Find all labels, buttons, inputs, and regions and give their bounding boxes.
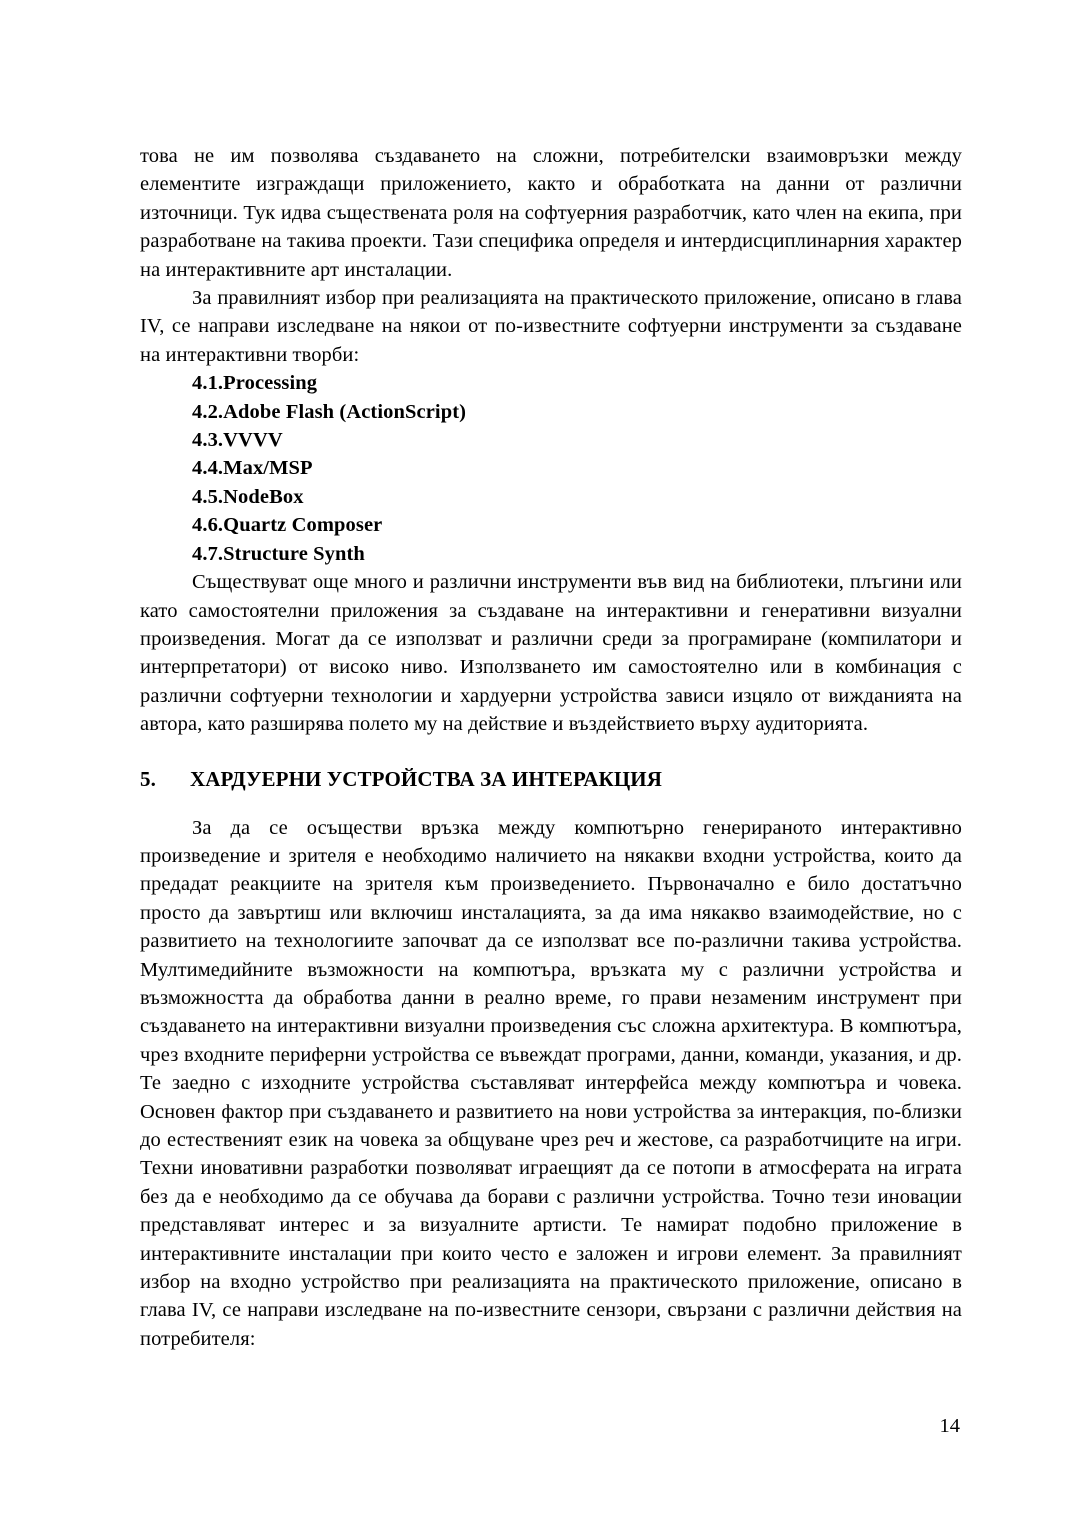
software-tools-list bbox=[140, 369, 962, 568]
section-title: ХАРДУЕРНИ УСТРОЙСТВА ЗА ИНТЕРАКЦИЯ bbox=[190, 766, 662, 791]
paragraph-hardware-interaction: За да се осъществи връзка между компютърно генерираното интерактивно произведение и зрителя е необходимо наличието на някакви входни устройства, които да предадат реакциите на зрителя към произведението. Първоначално е било достатъчно просто да завъртиш или включиш инсталацията, за да има някакво взаимодействие, но с развитието на технологиите започват да се използват все по-различни такива устройства. Мултимедийните възможности на компютъра, връзката му с различни устройства и възможността да обработва данни в реално време, го прави незаменим инструмент при създаването на интерактивни визуални произведения със сложна архитектура. В компютъра, чрез входните периферни устройства се въвеждат програми, данни, команди, указания, и др. Те заедно с изходните устройства съставляват интерфейса между компютъра и човека. Основен фактор при създаването и развитието на нови устройства за интеракция, по-близки до естественият език на човека за общуване чрез реч и жестове, са разработчиците на игри. Техни иновативни разработки позволяват играещият да се потопи в атмосферата на играта без да е необходимо да се обучава да борави с различни устройства. Точно тези иновации представляват интерес и за визуалните артисти. Те намират подобно приложение в интерактивните инсталации при които често е заложен и игрови елемент. За правилният избор на входно устройство при реализацията на практическото приложение, описано в глава IV, се направи изследване на по-известните сензори, свързани с различни действия на потребителя: bbox=[140, 816, 962, 1350]
list-item-structure-synth: 4.7.Structure Synth bbox=[192, 542, 365, 565]
section-heading bbox=[140, 765, 962, 793]
paragraph-continuation: това не им позволява създаването на сложни, потребителски взаимовръзки между елементите изграждащи приложението, както и обработката на данни от различни източници. Тук идва съществената роля на софтуерния разработчик, като член на екипа, при разработване на такива проекти. Тази специфика определя и интердисциплинарния характер на интерактивните арт инсталации. bbox=[140, 145, 962, 281]
paragraph-tools-intro: За правилният избор при реализацията на практическото приложение, описано в глава IV, се направи изследване на някои от по-известните софтуерни инструменти за създаване на интерактивни творби: bbox=[140, 287, 962, 366]
list-item-quartz-composer: 4.6.Quartz Composer bbox=[192, 514, 383, 537]
list-item-nodebox: 4.5.NodeBox bbox=[192, 485, 304, 508]
list-item-max-msp: 4.4.Max/MSP bbox=[192, 457, 313, 480]
paragraph-other-tools: Съществуват още много и различни инструменти във вид на библиотеки, плъгини или като самостоятелни приложения за създаване на интерактивни и генеративни визуални произведения. Могат да се използват и различни среди за програмиране (компилатори и интерпретатори) от високо ниво. Използването им самостоятелно или в комбинация с различни софтуерни технологии и хардуерни устройства зависи изцяло от вижданията на автора, като разширява полето му на действие и въздействието върху аудиторията. bbox=[140, 571, 962, 736]
text-block bbox=[140, 142, 962, 1353]
section-number: 5. bbox=[140, 766, 156, 791]
page-number: 14 bbox=[939, 1414, 960, 1437]
list-item-adobe-flash: 4.2.Adobe Flash (ActionScript) bbox=[192, 400, 467, 423]
list-item-vvvv: 4.3.VVVV bbox=[192, 429, 283, 452]
list-item-processing: 4.1.Processing bbox=[192, 372, 318, 395]
